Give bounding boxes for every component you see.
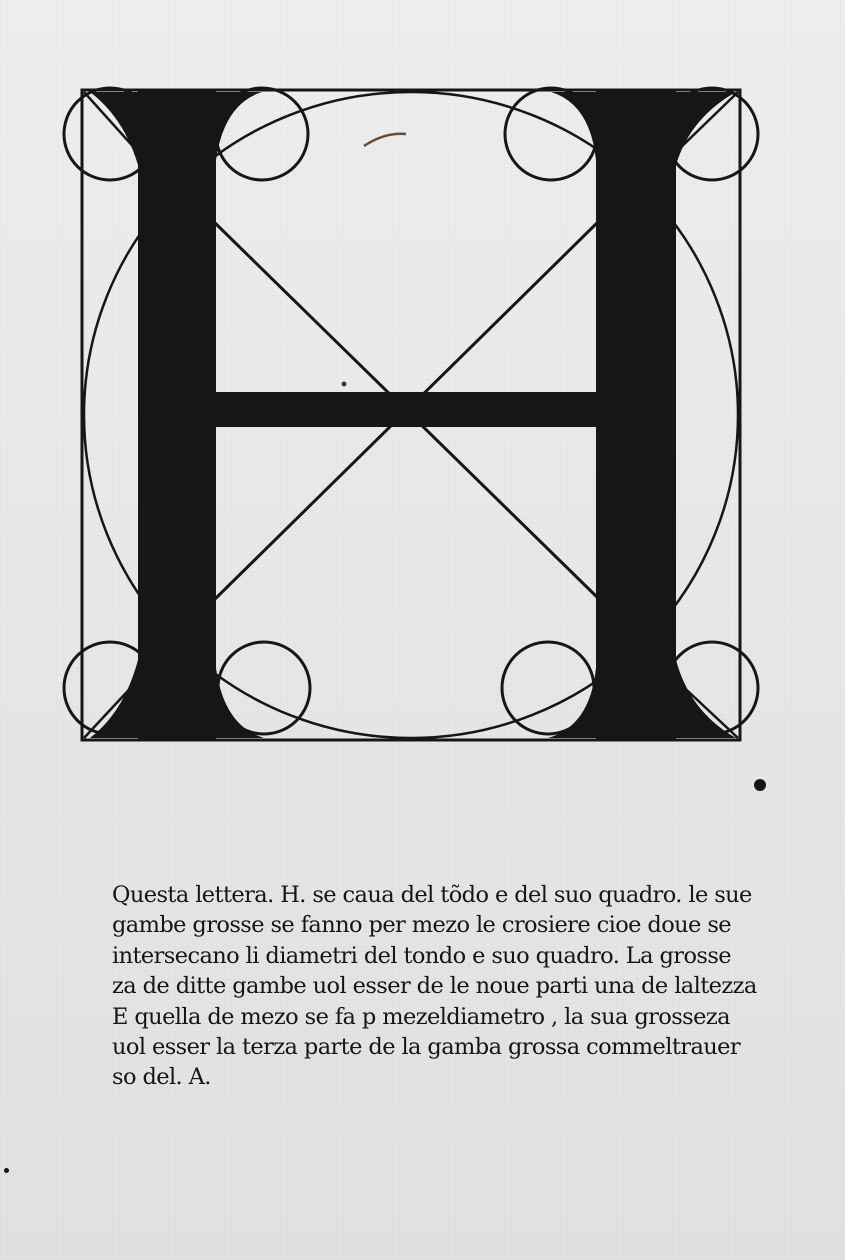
serif-bottom-left-bracket [90, 660, 138, 738]
text-line-4: za de ditte gambe uol esser de le noue parti una de laltezza [112, 973, 757, 1000]
letter-h-right-stem [596, 90, 676, 740]
ink-dot-bottom-left [4, 1168, 9, 1173]
text-line-1: Questa lettera. H. se caua del tõdo e del suo quadro. le sue [112, 882, 752, 908]
ink-dot-right-margin [754, 779, 766, 791]
serif-bottom-right-inner [548, 668, 596, 738]
stray-ink-mark [364, 134, 406, 146]
letter-h-crossbar [212, 392, 600, 427]
letter-description-paragraph [112, 880, 792, 1093]
text-line-6: uol esser la terza parte de la gamba grossa commeltrauer [112, 1034, 741, 1061]
text-line-5: E quella de mezo se fa p mezeldiametro , la sua grosseza [112, 1003, 730, 1030]
text-line-2: gambe grosse se fanno per mezo le crosiere cioe doue se [112, 912, 731, 939]
letter-h-left-stem [138, 90, 216, 740]
text-line-7: so del. A. [112, 1064, 211, 1091]
serif-top-left-bracket [90, 92, 138, 165]
ink-dot-small [342, 382, 347, 387]
text-line-3: intersecano li diametri del tondo e suo quadro. La grosse [112, 942, 732, 969]
